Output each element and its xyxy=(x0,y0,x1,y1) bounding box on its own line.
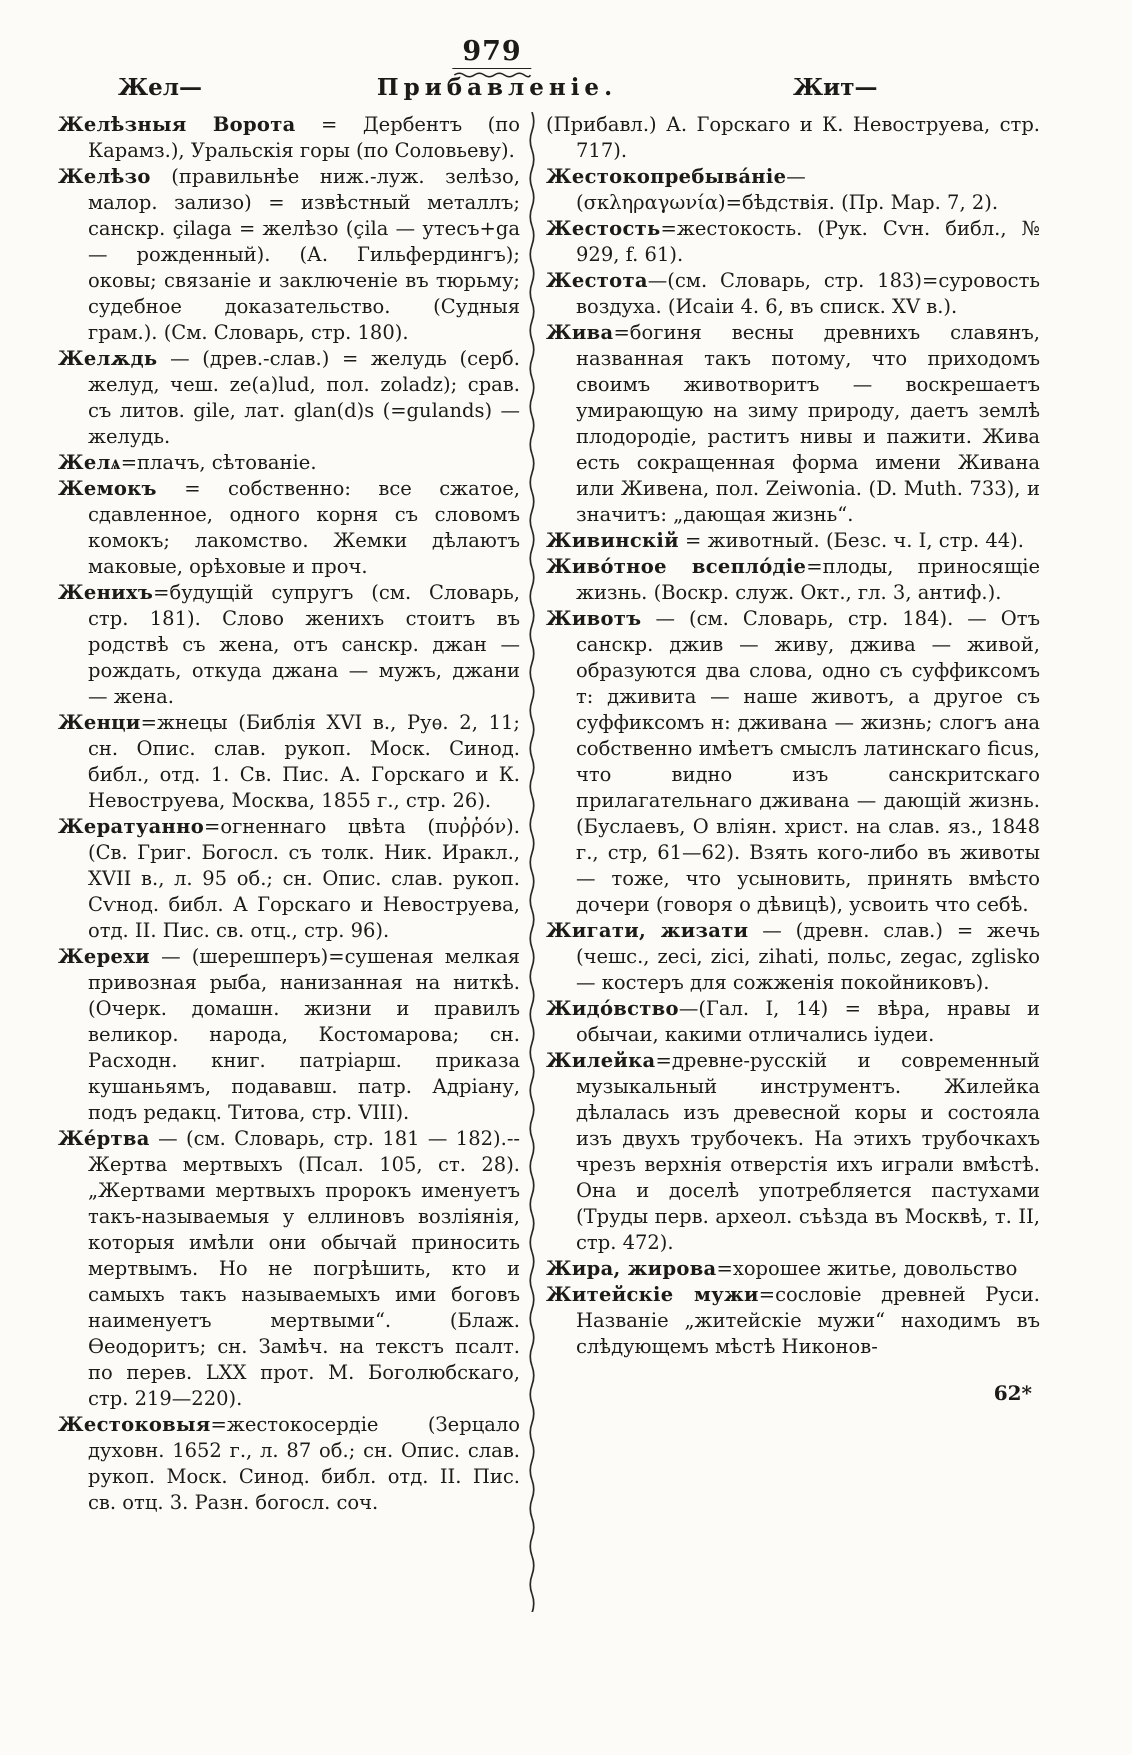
dictionary-entry xyxy=(546,1256,1040,1282)
dictionary-entry xyxy=(58,450,520,476)
entry-headword: Живинскій xyxy=(546,529,679,552)
running-head-center: Прибавленіе. xyxy=(376,74,618,101)
entry-headword: Житейскіе мужи xyxy=(546,1283,759,1306)
entry-body: =плачъ, сѣтованіе. xyxy=(120,451,317,474)
entry-body: — (шерешперъ)=сушеная мелкая привозная рыба, нанизанная на ниткѣ. (Очерк. домашн. жизни и правилъ великор. народа, Костомарова; сн. Расходн. книг. патріарш. приказа кушаньямъ, подававш. патр. Адріану, подъ редакц. Титова, стр. VIII). xyxy=(88,945,520,1124)
entry-body: =древне-русскій и современный музыкальный инструментъ. Жилейка дѣлалась изъ древесной коры и состояла изъ двухъ трубочекъ. На этихъ трубочкахъ чрезъ верхнія отверстія ихъ играли вмѣстѣ. Она и доселѣ употребляется пастухами (Труды перв. археол. съѣзда въ Москвѣ, т. II, стр. 472). xyxy=(576,1049,1040,1254)
entry-headword: Жерехи xyxy=(58,945,150,968)
entry-body: —(σκληραγωνία)=бѣдствія. (Пр. Мар. 7, 2). xyxy=(576,165,999,214)
dictionary-entry xyxy=(546,554,1040,606)
entry-headword: Жива xyxy=(546,321,614,344)
entry-body: (правильнѣе ниж.-луж. зелѣзо, малор. зализо) = извѣстный металлъ; санскр. çilaga = желѣзо (çila — утесъ+ga — рожденный). (А. Гильфердингъ); оковы; связаніе и заключеніе въ тюрьму; судебное доказательство. (Судныя грам.). (См. Словарь, стр. 180). xyxy=(88,165,520,344)
entry-headword: Жидо́вство xyxy=(546,997,679,1020)
entry-headword: Желѣзо xyxy=(58,165,151,188)
dictionary-entry xyxy=(546,112,1040,164)
dictionary-entry xyxy=(546,606,1040,918)
dictionary-entry xyxy=(58,476,520,580)
entry-body: =жестокосердіе (Зерцало духовн. 1652 г., л. 87 об.; сн. Опис. слав. рукоп. Моск. Синод. библ. отд. II. Пис. св. отц. 3. Разн. богосл. соч. xyxy=(88,1413,520,1514)
entry-headword: Живо́тное всепло́діе xyxy=(546,555,807,578)
dictionary-entry xyxy=(58,164,520,346)
entry-headword: Же́ртва xyxy=(58,1127,150,1150)
entry-body: — (см. Словарь, стр. 184). — Отъ санскр. джив — живу, джива — живой, образуются два слова, одно съ суффиксомъ т: дживита — наше животъ, а другое съ суффиксомъ н: дживана — жизнь; слогъ ана собственно имѣетъ смыслъ латинскаго ficus, что видно изъ санскритскаго прилагательнаго дживана — дающій жизнь. (Буслаевъ, О вліян. христ. на слав. яз., 1848 г., стр, 61—62). Взять кого-либо въ животы — тоже, что усыновить, принять вмѣсто дочери (говоря о дѣвицѣ), усвоить что себѣ. xyxy=(576,607,1040,916)
dictionary-entry xyxy=(58,710,520,814)
entry-body: = Дербентъ (по Карамз.), Уральскія горы (по Соловьеву). xyxy=(88,113,520,162)
running-head-right: Жит— xyxy=(793,74,878,101)
entry-body: =хорошее житье, довольство xyxy=(716,1257,1018,1280)
entry-body: —(Гал. I, 14) = вѣра, нравы и обычаи, какими отличались іудеи. xyxy=(576,997,1040,1046)
entry-headword: Жира, жирова xyxy=(546,1257,717,1280)
dictionary-entry xyxy=(546,1282,1040,1360)
signature-mark: 62* xyxy=(993,1381,1032,1405)
page-number: 979 xyxy=(452,36,531,69)
running-heads xyxy=(0,74,1132,104)
dictionary-entry xyxy=(546,216,1040,268)
entry-headword: Жемокъ xyxy=(58,477,157,500)
entry-headword: Желѫдь xyxy=(58,347,158,370)
dictionary-entry xyxy=(546,268,1040,320)
dictionary-entry xyxy=(546,918,1040,996)
entry-headword: Желѣзныя Ворота xyxy=(58,113,296,136)
entry-headword: Жигати, жизати xyxy=(546,919,749,942)
entry-headword: Жестокопребыва́ніе xyxy=(546,165,787,188)
page-number-block xyxy=(452,36,531,78)
entry-headword: Женци xyxy=(58,711,141,734)
left-column xyxy=(58,112,520,1516)
entry-headword: Женихъ xyxy=(58,581,154,604)
entry-body: = собственно: все сжатое, сдавленное, одного корня съ словомъ комокъ; лакомство. Жемки дѣлаютъ маковые, орѣховые и проч. xyxy=(88,477,520,578)
entry-headword: Жилейка xyxy=(546,1049,656,1072)
entry-body: =огненнаго цвѣта (πυῤῥόν). (Св. Григ. Богосл. съ толк. Ник. Иракл., XVII в., л. 95 об.; сн. Опис. слав. рукоп. Сѵнод. библ. А Горскаго и Невоструева, отд. II. Пис. св. отц., стр. 96). xyxy=(88,815,520,942)
entry-body: — (древн. слав.) = жечь (чешс., zeci, zici, zihati, польс, zegac, zglisko — костеръ для сожженія покойниковъ). xyxy=(576,919,1040,994)
entry-body: = животный. (Безс. ч. I, стр. 44). xyxy=(678,529,1024,552)
entry-body: =будущій супругъ (см. Словарь, стр. 181). Слово женихъ стоитъ въ родствѣ съ жена, отъ санскр. джан — рождать, откуда джана — мужъ, джани — жена. xyxy=(88,581,520,708)
dictionary-entry xyxy=(58,346,520,450)
dictionary-entry xyxy=(546,164,1040,216)
dictionary-entry xyxy=(58,1412,520,1516)
entry-body: (Прибавл.) А. Горскаго и К. Невоструева, стр. 717). xyxy=(546,113,1040,162)
dictionary-entry xyxy=(58,944,520,1126)
entry-body: =сословіе древней Руси. Названіе „житейскіе мужи“ находимъ въ слѣдующемъ мѣстѣ Никонов- xyxy=(576,1283,1040,1358)
column-divider-rule xyxy=(527,112,537,1612)
entry-headword: Жестоковыя xyxy=(58,1413,211,1436)
dictionary-entry xyxy=(546,320,1040,528)
entry-body: =богиня весны древнихъ славянъ, названная такъ потому, что приходомъ своимъ животворитъ — воскрешаетъ умирающую на зиму природу, даетъ землѣ плодородіе, раститъ нивы и пажити. Жива есть сокращенная форма имени Живана или Живена, пол. Zeiwonia. (D. Muth. 733), и значитъ: „дающая жизнь“. xyxy=(576,321,1040,526)
entry-body: —(см. Словарь, стр. 183)=суровость воздуха. (Исаіи 4. 6, въ списк. XV в.). xyxy=(576,269,1040,318)
entry-headword: Животъ xyxy=(546,607,642,630)
entry-body: =жестокость. (Рук. Сѵн. библ., № 929, f. 61). xyxy=(576,217,1040,266)
dictionary-entry xyxy=(58,814,520,944)
entry-headword: Жестость xyxy=(546,217,661,240)
running-head-left: Жел— xyxy=(118,74,203,101)
entry-body: — (см. Словарь, стр. 181 — 182).-- Жертва мертвыхъ (Псал. 105, ст. 28). „Жертвами мертвыхъ пророкъ именуетъ такъ-называемыя у еллиновъ возліянія, которыя имѣли они обычай приносить мертвымъ. Но не погрѣшить, кто и самыхъ такъ называемыхъ ими боговъ наименуетъ мертвыми“. (Блаж. Ѳеодоритъ; сн. Замѣч. на текстъ псалт. по перев. LXX прот. М. Боголюбскаго, стр. 219—220). xyxy=(88,1127,520,1410)
entry-body: =плоды, приносящіе жизнь. (Воскр. служ. Окт., гл. 3, антиф.). xyxy=(576,555,1040,604)
dictionary-entry xyxy=(546,1048,1040,1256)
dictionary-entry xyxy=(58,1126,520,1412)
entry-headword: Желѧ xyxy=(58,451,121,474)
entry-headword: Жератуанно xyxy=(58,815,205,838)
entry-headword: Жестота xyxy=(546,269,648,292)
dictionary-entry xyxy=(58,112,520,164)
dictionary-entry xyxy=(546,528,1040,554)
entry-body: — (древ.-слав.) = желудь (серб. желуд, чеш. ze(a)lud, пол. zoladz); срав. съ литов. gile, лат. glan(d)s (=gulands) — желудь. xyxy=(88,347,520,448)
dictionary-entry xyxy=(58,580,520,710)
dictionary-entry xyxy=(546,996,1040,1048)
right-column xyxy=(546,112,1040,1406)
entry-body: =жнецы (Библія XVI в., Руѳ. 2, 11; сн. Опис. слав. рукоп. Моск. Синод. библ., отд. 1. Св. Пис. А. Горскаго и К. Невоструева, Москва, 1855 г., стр. 26). xyxy=(88,711,520,812)
